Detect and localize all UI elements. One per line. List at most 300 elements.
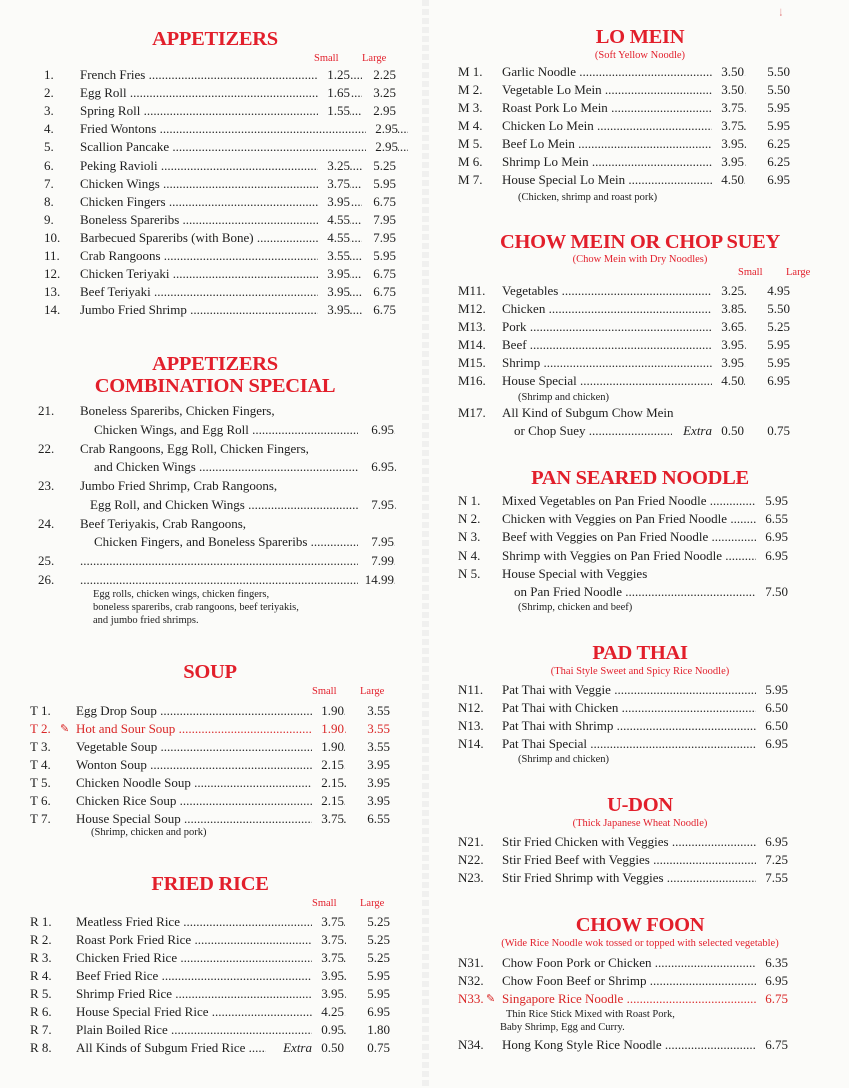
item-number: 5. [44,139,54,155]
item-name [76,738,346,756]
item-name [502,990,758,1008]
item-name-text: House Special Fried Rice [76,1004,209,1019]
item-name-text: Jumbo Fried Shrimp, Crab Rangoons, [80,478,278,493]
item-name-text: Shrimp [502,355,541,370]
large-price: 3.55 [367,739,390,754]
item-name-text: House Special [502,373,577,388]
pan-seared-note: (Shrimp, chicken and beef) [518,602,633,613]
price: 6.95 [358,458,394,476]
item-name [502,153,746,171]
large-price: 2.95 [373,103,396,119]
item-name [76,913,346,931]
menu-item [38,440,392,458]
menu-item [458,547,818,565]
item-name-text: Singapore Rice Noodle [502,991,624,1006]
item-name [80,402,388,420]
large-price: 5.25 [367,914,390,929]
item-name [502,869,758,887]
soup-title: SOUP [183,661,237,683]
item-name [502,99,746,117]
menu-item [458,99,818,117]
large-price: 6.55 [367,811,390,826]
large-price: 5.95 [367,968,390,983]
menu-item [458,318,818,336]
item-name [502,528,758,546]
small-price: 4.55 [318,211,350,229]
large-price: 5.95 [367,986,390,1001]
item-name [502,547,758,565]
item-name-text: Chow Foon Beef or Shrimp [502,973,647,988]
item-name [514,583,758,601]
menu-item [458,833,818,851]
menu-item [30,756,390,774]
item-number: N31. [458,955,484,970]
large-price: 1.80 [367,1022,390,1037]
item-number: 26. [38,571,55,587]
item-name [76,702,346,720]
item-name [76,985,346,1003]
item-number: M 6. [458,154,483,169]
menu-item [458,372,818,390]
large-price: 5.25 [367,950,390,965]
item-name [502,851,758,869]
item-number: N21. [458,834,484,849]
item-name [94,421,396,439]
small-price: 3.75 [312,810,344,828]
extra-label: Extra [674,422,712,440]
item-name [502,282,746,300]
item-number: R 7. [30,1022,52,1037]
item-name-text: Stir Fried Chicken with Veggies [502,834,669,849]
item-number: T 2. [30,721,51,736]
item-number: M13. [458,319,486,334]
item-name [502,354,746,372]
price: 6.55 [756,510,788,528]
item-name-text: Chicken Rice Soup [76,793,177,808]
item-number: 11. [44,248,60,263]
item-name-text: and Chicken Wings [94,459,196,474]
item-name-text: Egg Roll [80,85,127,101]
item-number: M 2. [458,82,483,97]
menu-item [30,1039,390,1057]
item-number: M14. [458,337,486,352]
item-number: 23. [38,478,55,493]
item-name-text: Chicken [502,301,546,316]
item-name-text: Hong Kong Style Rice Noodle [502,1037,662,1052]
large-price: 5.95 [767,118,790,133]
item-name [94,533,396,551]
item-name-text: All Kinds of Subgum Fried Rice [76,1040,246,1055]
item-name-text: Pat Thai with Shrimp [502,718,614,733]
item-name-text: Pat Thai Special [502,736,587,751]
item-name-text: Jumbo Fried Shrimp [80,302,187,318]
item-name [502,171,746,189]
pupu-note-1: Egg rolls, chicken wings, chicken fingers, [93,589,270,600]
menu-item [38,421,392,439]
chow-mein-small-header: Small [738,267,763,278]
menu-item [44,102,396,120]
small-price: 3.95 [712,153,744,171]
item-name-text: Beef [502,337,527,352]
small-price: 2.15 [312,774,344,792]
pencil-mark-icon: ✎ [60,723,70,735]
item-number: T 6. [30,793,51,808]
menu-item [458,851,818,869]
menu-item [38,571,392,589]
item-name-text: Shrimp with Veggies on Pan Fried Noodle [502,547,723,563]
pad-thai-note: (Shrimp and chicken) [518,754,609,765]
item-name [80,571,396,589]
price: 2.95 [366,120,398,138]
price: 5.95 [756,492,788,510]
small-price: 3.95 [318,193,350,211]
item-name [80,552,396,570]
menu-item [44,229,396,247]
item-name-text: Beef Teriyaki [80,284,151,300]
item-name-text: Chicken Lo Mein [502,118,594,133]
price: 7.99 [358,552,394,570]
small-price: 3.75 [312,931,344,949]
pencil-mark-icon: ✎ [486,993,496,1005]
item-number: R 8. [30,1040,52,1055]
chow-mein-subtitle: (Chow Mein with Dry Noodles) [572,254,708,265]
item-name-text: Egg Roll, and Chicken Wings [90,496,245,512]
pad-thai-subtitle: (Thai Style Sweet and Spicy Rice Noodle) [550,666,730,677]
menu-item [30,985,390,1003]
small-price: 3.55 [318,247,350,265]
large-price: 7.95 [373,229,396,245]
menu-item [30,810,390,828]
small-price: 3.95 [318,283,350,301]
item-number: M 1. [458,64,483,79]
menu-item [458,492,818,510]
item-name-text: Chicken with Veggies on Pan Fried Noodle [502,511,728,527]
item-name-text: Vegetable Soup [76,739,158,754]
menu-item [38,533,392,551]
menu-item [458,699,818,717]
item-name [94,458,396,476]
small-price: 3.95 [318,265,350,283]
small-price: 2.15 [312,792,344,810]
item-name-text: Chicken Wings, and Egg Roll [94,421,249,437]
menu-item [44,211,396,229]
large-price: 3.55 [367,721,390,736]
menu-item [44,247,396,265]
large-price: 3.95 [367,793,390,808]
menu-item [458,63,818,81]
large-price: 3.55 [367,703,390,718]
small-price: 1.25 [318,66,350,84]
item-name-text: Chicken Fingers, and Boneless Spareribs [94,534,308,549]
pupu-note-3: and jumbo fried shrimps. [93,615,199,626]
item-number: 10. [44,229,61,245]
item-name-text: Roast Pork Lo Mein [502,100,608,115]
small-price: 3.75 [712,117,744,135]
price: 6.75 [756,1036,788,1054]
item-name [90,496,396,514]
small-price: 1.90 [312,720,344,738]
large-price: 6.75 [373,193,396,209]
menu-item [458,954,818,972]
extra-label: Extra [274,1039,312,1057]
menu-item [458,153,818,171]
large-price: 2.25 [373,67,396,82]
item-number: 24. [38,515,55,531]
menu-item [458,81,818,99]
item-name-text: All Kind of Subgum Chow Mein [502,405,674,420]
item-name-text: Mixed Vegetables on Pan Fried Noodle [502,493,707,508]
small-price: 3.95 [712,135,744,153]
menu-item [458,681,818,699]
item-number: 8. [44,193,54,209]
item-name [80,120,408,138]
price: 6.95 [756,528,788,546]
small-price: 4.50 [712,372,744,390]
large-price: 6.75 [373,266,396,282]
item-number: T 3. [30,739,51,754]
small-price: 1.90 [312,702,344,720]
item-name-text: House Special with Veggies [502,566,648,581]
item-number: T 1. [30,703,51,718]
large-price: 5.95 [767,337,790,352]
menu-item [458,135,818,153]
small-price: 0.50 [712,422,744,440]
item-name [80,515,388,533]
menu-item [44,193,396,211]
menu-item [458,583,818,601]
menu-item [458,510,818,528]
menu-item [458,565,818,583]
item-number: N33. [458,991,484,1006]
item-name-text: Stir Fried Beef with Veggies [502,852,650,867]
price: 7.95 [358,533,394,551]
fried-rice-small-header: Small [312,898,337,909]
corner-pen-mark: ᛍ [776,8,785,23]
menu-item [44,301,396,319]
price: 6.50 [756,717,788,735]
large-price: 5.50 [767,301,790,316]
item-number: R 2. [30,932,52,947]
menu-item [30,1003,390,1021]
lo-mein-note: (Chicken, shrimp and roast pork) [518,192,658,203]
item-name [502,699,758,717]
pad-thai-title: PAD THAI [592,642,688,664]
item-name-text: or Chop Suey [514,423,586,438]
item-number: M12. [458,301,486,316]
large-price: 5.25 [373,157,396,173]
item-name [502,318,746,336]
item-name [514,422,672,440]
small-price: 0.50 [312,1039,344,1057]
menu-item [458,171,818,189]
item-number: M 5. [458,136,483,151]
item-number: 14. [44,302,61,318]
menu-item [458,528,818,546]
item-number: N13. [458,718,484,733]
price: 6.50 [756,699,788,717]
small-price: 3.25 [318,157,350,175]
item-name-text: Meatless Fried Rice [76,914,180,929]
small-price: 3.95 [312,985,344,1003]
item-name [76,967,346,985]
item-name-text: Roast Pork Fried Rice [76,932,192,947]
item-name [80,138,408,156]
item-name-text: Boneless Spareribs [80,211,180,227]
large-price: 5.25 [367,932,390,947]
small-price: 3.85 [712,300,744,318]
item-number: N 3. [458,529,481,545]
item-number: 22. [38,440,55,456]
menu-item [458,354,818,372]
item-number: R 4. [30,968,52,983]
item-name-text: Chicken Fingers [80,193,166,209]
large-price: 6.25 [767,136,790,151]
item-name-text: French Fries [80,67,146,82]
small-price: 0.95 [312,1021,344,1039]
item-name-text: Vegetable Lo Mein [502,82,602,97]
large-price: 6.25 [767,154,790,169]
item-name [502,63,746,81]
item-name [502,492,758,510]
item-number: R 6. [30,1004,52,1019]
item-number: T 5. [30,775,51,790]
menu-item [458,1036,818,1054]
item-name-text: Chow Foon Pork or Chicken [502,955,652,970]
small-price: 3.95 [312,967,344,985]
item-name [502,404,788,422]
item-name [502,972,758,990]
menu-item [44,120,396,138]
item-name [502,81,746,99]
item-name-text: Vegetables [502,283,559,298]
item-name [80,440,388,458]
menu-item [458,422,818,440]
item-name-text: House Special Soup [76,811,181,826]
menu-item [30,949,390,967]
item-name-text: Boneless Spareribs, Chicken Fingers, [80,403,275,418]
item-number: R 1. [30,914,52,929]
lo-mein-subtitle: (Soft Yellow Noodle) [594,50,686,61]
small-price: 4.50 [712,171,744,189]
menu-item [30,702,390,720]
menu-item [30,792,390,810]
small-price: 4.55 [318,229,350,247]
item-number: N23. [458,870,484,885]
item-number: R 3. [30,950,52,965]
item-name-text: Chicken Teriyaki [80,266,170,282]
item-name-text: Beef Lo Mein [502,136,575,151]
item-name [502,300,746,318]
item-number: N 1. [458,493,481,508]
item-name [502,681,758,699]
udon-subtitle: (Thick Japanese Wheat Noodle) [572,818,708,829]
large-price: 6.75 [373,284,396,300]
large-price: 3.95 [367,757,390,772]
menu-item [38,458,392,476]
item-number: 7. [44,175,54,191]
item-name [76,1021,346,1039]
price: 7.95 [358,496,394,514]
item-name [502,954,758,972]
small-price: 3.25 [712,282,744,300]
small-price: 4.25 [312,1003,344,1021]
item-number: N32. [458,973,484,988]
fried-rice-title: FRIED RICE [151,873,269,895]
item-name-text: Shrimp Fried Rice [76,986,173,1001]
chow-mein-title: CHOW MEIN OR CHOP SUEY [499,231,781,253]
small-price: 1.90 [312,738,344,756]
item-name-text: Spring Roll [80,103,141,119]
item-name-text: Chicken Wings [80,175,160,191]
small-price: 3.75 [312,949,344,967]
large-price: 5.50 [767,82,790,97]
soup-large-header: Large [360,686,385,697]
item-name-text: Pat Thai with Chicken [502,700,619,715]
large-price: 3.95 [367,775,390,790]
item-name [502,1036,758,1054]
item-name-text: Fried Wontons [80,121,157,137]
item-number: M 3. [458,100,483,115]
item-name-text: Hot and Sour Soup [76,721,176,736]
appetizers-large-header: Large [362,53,387,64]
menu-item [458,972,818,990]
large-price: 5.95 [373,248,396,263]
menu-item [30,738,390,756]
chow-mein-note: (Shrimp and chicken) [518,392,609,403]
menu-item [38,477,392,495]
item-name [76,720,346,738]
item-number: N34. [458,1037,484,1052]
item-name-text: Plain Boiled Rice [76,1022,168,1037]
small-price: 2.15 [312,756,344,774]
small-price: 3.95 [318,301,350,319]
item-name [502,336,746,354]
small-price: 3.50 [712,63,744,81]
small-price: 3.65 [712,318,744,336]
item-number: R 5. [30,986,52,1001]
menu-item [44,84,396,102]
menu-item [458,300,818,318]
large-price: 6.95 [767,172,790,187]
price: 6.95 [756,972,788,990]
item-number: 21. [38,403,55,418]
menu-item [458,717,818,735]
singapore-note-1: Thin Rice Stick Mixed with Roast Pork, [506,1009,675,1020]
item-number: N 4. [458,547,481,563]
price: 2.95 [366,138,398,156]
item-name-text: on Pan Fried Noodle [514,584,622,599]
large-price: 5.95 [767,355,790,370]
menu-item [38,552,392,570]
menu-item-highlighted [458,990,818,1008]
item-name-text: Beef Fried Rice [76,968,159,983]
item-name [502,510,758,528]
price: 7.25 [756,851,788,869]
item-number: M 7. [458,172,483,187]
item-name [76,1003,346,1021]
large-price: 5.95 [373,175,396,191]
small-price: 3.75 [712,99,744,117]
large-price: 0.75 [367,1040,390,1055]
item-name [76,756,346,774]
appetizers-title: APPETIZERS [152,28,278,50]
item-number: N14. [458,736,484,751]
item-number: N11. [458,682,484,697]
soup-small-header: Small [312,686,337,697]
item-number: T 4. [30,757,51,772]
item-name-text: Scallion Pancake [80,139,170,155]
price: 6.95 [756,833,788,851]
